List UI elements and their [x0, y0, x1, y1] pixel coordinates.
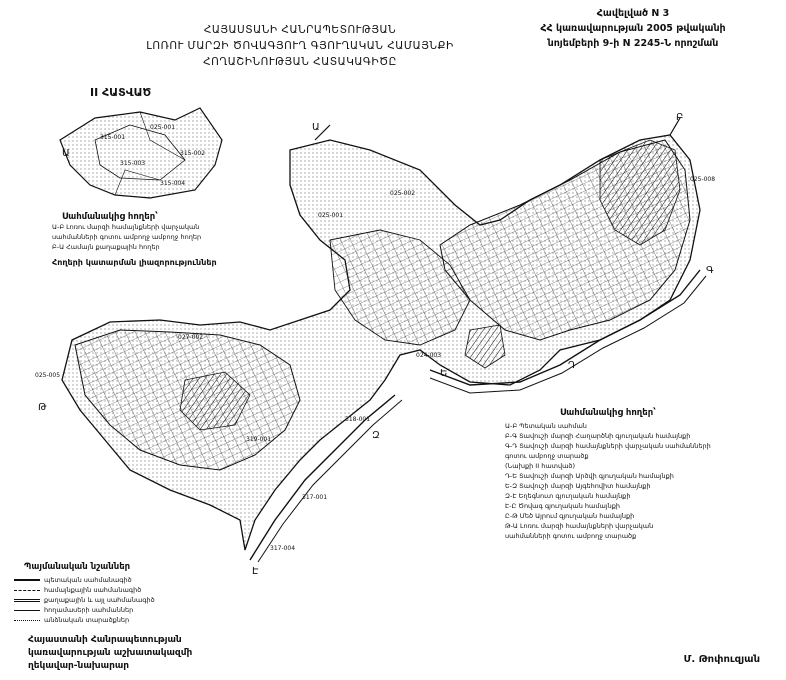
boundary-legend-item: Ա-Բ Պետական սահման: [505, 422, 587, 430]
annex-line-1: Հավելված N 3: [596, 8, 670, 19]
map-code: 025-005: [35, 372, 61, 379]
symbol-row: [14, 615, 214, 625]
boundary-legend-item: Զ-Է Եղեգնուտ գյուղական համայնքի: [505, 492, 631, 500]
map-code: 025-001: [318, 212, 344, 219]
inset-code: 025-001: [150, 124, 176, 131]
inset-code: 315-004: [160, 180, 186, 187]
symbols-legend-heading: Պայմանական նշաններ: [24, 562, 131, 572]
signature-line-1: Հայաստանի Հանրապետության: [28, 635, 182, 645]
line-thin-icon: [14, 610, 40, 611]
boundary-legend-item: գոտու ամբողջ տարածք: [505, 452, 589, 460]
boundary-legend-item: Է-Ը Ծովագ գյուղական համայնքի: [505, 502, 620, 510]
boundary-legend-item: (Նախքի II հատված): [505, 462, 576, 470]
boundary-legend-item: Թ-Ա Լոռու մարզի համայնքների վարչական: [505, 522, 654, 530]
map-code: 025-002: [390, 190, 416, 197]
boundary-legend: [505, 408, 765, 541]
symbol-row: [14, 595, 214, 605]
title-line-1: ՀԱՅԱՍՏԱՆԻ ՀԱՆՐԱՊԵՏՈՒԹՅԱՆ: [203, 24, 397, 36]
symbol-label: համայնքային սահմանագիծ: [44, 586, 142, 594]
point-label-g: Գ: [706, 265, 714, 276]
inset-code: 315-003: [120, 160, 146, 167]
point-label-z: Զ: [372, 430, 380, 441]
symbol-label: անձնական տարածքներ: [44, 616, 130, 624]
boundary-legend-item: Գ-Դ Տավուշի մարզի համայնքների վարչական սահմանների: [505, 442, 711, 450]
line-dashed-icon: [14, 590, 40, 591]
line-thick-icon: [14, 579, 40, 581]
annex-line-2: ՀՀ կառավարության 2005 թվականի: [540, 23, 726, 34]
map-code: 024-003: [416, 352, 442, 359]
map-code: 027-002: [178, 334, 204, 341]
point-label-e: Ե: [440, 368, 448, 379]
inset-code: 315-002: [180, 150, 206, 157]
boundary-legend-item: Ե-Զ Տավուշի մարզի Այգեհովիտ համայնքի: [505, 482, 651, 490]
boundary-legend-item: սահմանների գոտու ամբողջ տարածք: [505, 532, 637, 540]
title-line-2: ԼՈՌՈՒ ՄԱՐԶԻ ԾՈՎԱԳՅՈՒՂ ԳՅՈՒՂԱԿԱՆ ՀԱՄԱՅՆՔԻ: [146, 40, 454, 52]
symbol-row: [14, 605, 214, 615]
inset-legend-item: սահմանների գոտու ամբողջ ամբողջ հողեր: [52, 233, 202, 241]
signature-title: [28, 634, 192, 673]
symbol-label: պետական սահմանագիծ: [44, 576, 132, 584]
inset-legend-caption: Հողերի կատարման լիազորություններ: [52, 258, 217, 267]
point-label-t: Թ: [38, 402, 47, 413]
title-line-3: ՀՈՂԱՇԻՆՈՒԹՅԱՆ ՀԱՏԱԿԱԳԻԾԸ: [203, 56, 397, 68]
signature-line-3: ղեկավար-նախարար: [28, 661, 130, 671]
map-code: 025-008: [690, 176, 716, 183]
point-label-e2: Է: [252, 566, 259, 577]
point-label-inset: Ա: [62, 148, 70, 159]
symbol-row: [14, 575, 214, 585]
symbol-label: քաղաքային և այլ սահմանագիծ: [44, 596, 155, 604]
annex-line-3: նոյեմբերի 9-ի N 2245-Ն որոշման: [547, 38, 719, 49]
map-code: 317-004: [270, 545, 296, 552]
point-label-a: Ա: [312, 122, 320, 133]
point-label-b: Բ: [676, 112, 684, 123]
boundary-north: [315, 118, 680, 140]
boundary-legend-item: Բ-Գ Տավուշի մարզի Հաղարծնի գյուղական համայնքի: [505, 432, 691, 440]
boundary-legend-item: Ը-Թ Մեծ Այրում գյուղական համայնքի: [505, 512, 635, 520]
symbol-row: [14, 585, 214, 595]
signature-name: Մ. Թոփուզյան: [683, 654, 760, 665]
boundary-legend-heading: Սահմանակից հողեր՝: [560, 408, 656, 418]
boundary-legend-item: Դ-Ե Տավուշի մարզի Արծվի գյուղական համայնքի: [505, 472, 674, 480]
signature-line-2: կառավարության աշխատակազմի: [28, 648, 193, 658]
map-code: 318-001: [345, 416, 371, 423]
inset-legend-heading: Սահմանակից հողեր՝: [62, 212, 158, 222]
point-label-d: Դ: [568, 360, 576, 371]
line-dotted-icon: [14, 620, 40, 621]
symbol-label: հողամասերի սահմաններ: [44, 606, 134, 614]
inset-code: 315-001: [100, 134, 126, 141]
line-double-icon: [14, 599, 40, 602]
inset-legend-item: Բ-Ա Համայն քաղաքային հողեր: [52, 243, 160, 251]
inset-legend: [52, 212, 292, 267]
symbols-legend: [14, 562, 214, 625]
inset-legend-item: Ա-Բ Լոռու մարզի համայնքների վարչական: [52, 223, 200, 231]
map-code: 317-001: [302, 494, 328, 501]
section-label: II ՀԱՏՎԱԾ: [90, 86, 152, 99]
map-code: 319-001: [246, 436, 272, 443]
